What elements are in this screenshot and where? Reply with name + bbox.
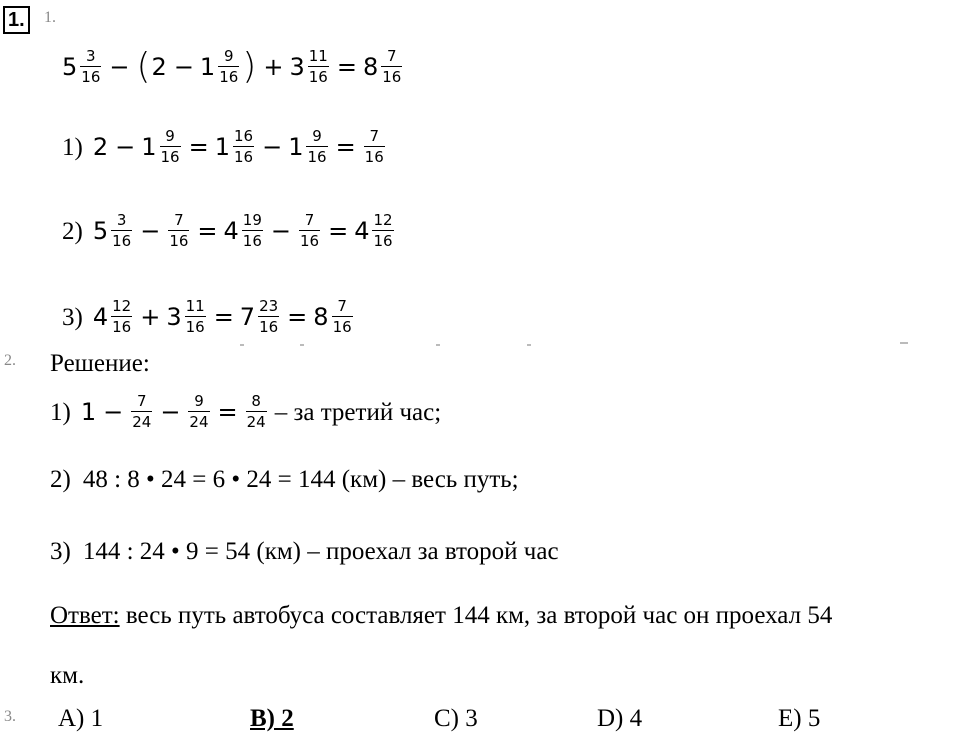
step-note: – за третий час;: [274, 398, 442, 426]
scan-artifact: [436, 344, 440, 346]
step-label: 2): [50, 466, 71, 493]
whole-part: 1: [214, 133, 230, 161]
equals-sign: =: [336, 53, 357, 81]
equals-sign: =: [217, 398, 238, 426]
step-text: 144 : 24 • 9 = 54 (км) – проехал за второй час: [82, 538, 559, 565]
whole-part: 8: [362, 53, 379, 81]
whole-part: 3: [289, 53, 305, 81]
fraction: $\frac{7}{16}$: [169, 211, 189, 250]
fraction: $\frac{16}{16}$: [233, 127, 254, 166]
problem-1-number: 1.: [44, 9, 56, 26]
step-label: 3): [50, 538, 71, 565]
right-paren: ): [242, 46, 257, 87]
step-text: 48 : 8 • 24 = 6 • 24 = 144 (км) – весь путь;: [82, 466, 519, 493]
whole-part: 1: [141, 133, 157, 161]
option-c: C) 3: [434, 705, 478, 732]
whole-part: 4: [223, 217, 239, 245]
fraction: $\frac{3}{16}$: [112, 211, 132, 250]
equals-sign: =: [328, 217, 349, 245]
answer-line: [50, 602, 832, 630]
problem-1-step-1: [62, 122, 387, 172]
operator: −: [103, 398, 124, 426]
whole-part: 8: [313, 303, 329, 331]
step-label: 2): [62, 217, 83, 245]
scan-artifact: [527, 344, 531, 346]
scan-artifact: [900, 342, 908, 344]
equals-sign: =: [197, 217, 218, 245]
fraction: $\frac{23}{16}$: [259, 297, 279, 336]
fraction: $\frac{7}{16}$: [300, 211, 320, 250]
fraction: $\frac{3}{16}$: [81, 47, 101, 86]
operator: +: [263, 53, 284, 81]
operator: −: [160, 398, 181, 426]
whole-part: 4: [354, 217, 370, 245]
whole-part: 2: [92, 133, 109, 161]
problem-2-step-3: [50, 538, 559, 566]
problem-1-step-2: [62, 206, 396, 256]
equals-sign: =: [213, 303, 234, 331]
whole-part: 5: [92, 217, 109, 245]
whole-part: 3: [166, 303, 182, 331]
fraction: $\frac{8}{24}$: [246, 392, 266, 431]
option-d: D) 4: [597, 705, 643, 732]
whole-part: 4: [92, 303, 109, 331]
problem-2-step-2: [50, 466, 519, 494]
left-paren: (: [136, 46, 151, 87]
operator: −: [262, 133, 283, 161]
problem-2-step-1: [50, 388, 441, 436]
problem-1-box-label: 1.: [3, 6, 30, 34]
whole-part: 1: [80, 398, 97, 426]
scan-artifact: [300, 344, 304, 346]
fraction: $\frac{9}{24}$: [189, 392, 209, 431]
operator: −: [115, 133, 136, 161]
fraction: $\frac{12}{16}$: [373, 211, 393, 250]
fraction: $\frac{7}{16}$: [332, 297, 352, 336]
whole-part: 5: [62, 53, 78, 81]
fraction: $\frac{7}{16}$: [364, 127, 384, 166]
operator: −: [173, 53, 194, 81]
fraction: $\frac{11}{16}$: [185, 297, 205, 336]
fraction: $\frac{19}{16}$: [242, 211, 262, 250]
fraction: $\frac{9}{16}$: [160, 127, 180, 166]
problem-2-number: 2.: [4, 352, 16, 369]
whole-part: 1: [288, 133, 304, 161]
option-b-correct: B) 2: [250, 705, 294, 732]
equals-sign: =: [188, 133, 209, 161]
step-label: 3): [62, 303, 83, 331]
answer-text: весь путь автобуса составляет 144 км, за второй час он проехал 54: [119, 602, 833, 629]
operator: +: [140, 303, 161, 331]
step-label: 1): [62, 133, 83, 161]
operator: −: [270, 217, 291, 245]
answer-continuation: км.: [50, 662, 85, 689]
problem-1-expression: [62, 42, 404, 92]
scan-artifact: [240, 344, 244, 346]
answer-label: Ответ:: [50, 602, 120, 629]
operator: −: [140, 217, 161, 245]
equals-sign: =: [335, 133, 356, 161]
equals-sign: =: [287, 303, 308, 331]
fraction: $\frac{12}{16}$: [112, 297, 132, 336]
problem-3-number: 3.: [4, 708, 16, 725]
fraction: $\frac{7}{24}$: [132, 392, 152, 431]
fraction: $\frac{9}{16}$: [307, 127, 327, 166]
fraction: $\frac{7}{16}$: [382, 47, 402, 86]
fraction: $\frac{11}{16}$: [308, 47, 328, 86]
fraction: $\frac{9}{16}$: [219, 47, 239, 86]
whole-part: 7: [239, 303, 256, 331]
whole-part: 1: [199, 53, 216, 81]
option-e: E) 5: [778, 705, 821, 732]
problem-1-step-3: [62, 292, 355, 342]
step-label: 1): [50, 398, 71, 426]
whole-part: 2: [151, 53, 167, 81]
operator: −: [109, 53, 130, 81]
option-a: A) 1: [58, 705, 104, 732]
solution-heading: Решение:: [50, 350, 150, 377]
